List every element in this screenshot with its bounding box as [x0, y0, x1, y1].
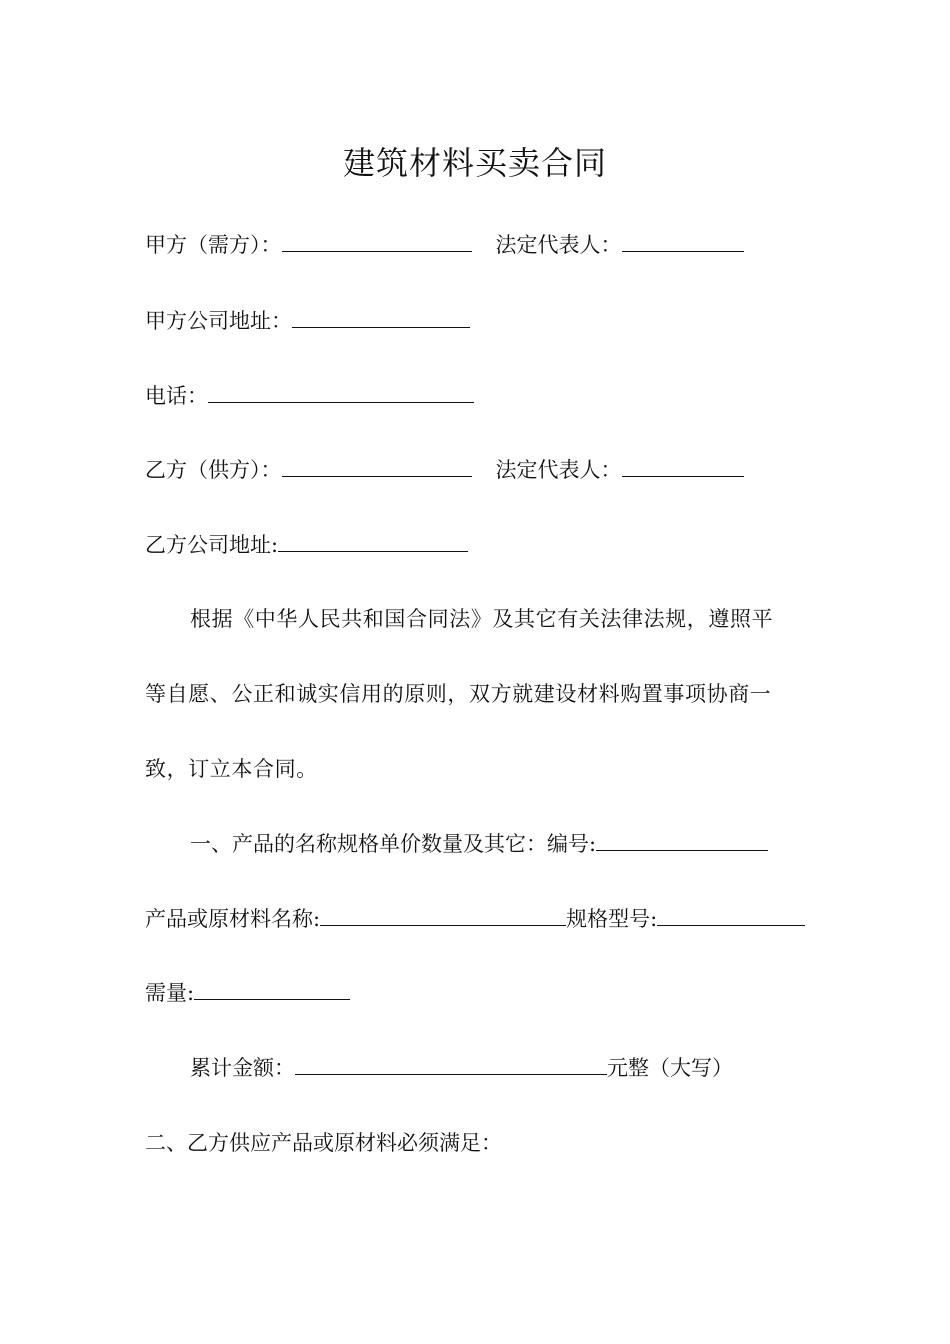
total-row: [190, 1053, 733, 1083]
party-a-address-label: 甲方公司地址：: [145, 309, 292, 333]
party-a-rep-field[interactable]: [622, 230, 744, 252]
party-a-label: 甲方（需方）：: [145, 233, 282, 257]
phone-label: 电话：: [145, 384, 208, 408]
document-title: 建筑材料买卖合同: [342, 144, 607, 182]
product-name-label: 产品或原材料名称:: [145, 907, 321, 931]
party-a-rep-label: 法定代表人：: [495, 233, 622, 257]
total-amount-field[interactable]: [295, 1053, 607, 1075]
total-suffix: 元整（大写）: [607, 1056, 733, 1080]
preamble-line-2: 等自愿、公正和诚实信用的原则，双方就建设材料购置事项协商一: [145, 682, 772, 706]
party-b-label: 乙方（供方）：: [145, 458, 282, 482]
party-b-address-row: [145, 530, 468, 560]
total-label: 累计金额：: [190, 1056, 295, 1080]
quantity-field[interactable]: [194, 978, 350, 1000]
spec-label: 规格型号:: [566, 907, 658, 931]
product-name-field[interactable]: [320, 904, 566, 926]
spec-field[interactable]: [657, 904, 805, 926]
party-a-name-field[interactable]: [282, 230, 472, 252]
party-b-address-label: 乙方公司地址:: [145, 533, 279, 557]
party-b-rep-field[interactable]: [622, 455, 744, 477]
phone-field[interactable]: [208, 381, 474, 403]
phone-row: [145, 381, 474, 411]
serial-number-field[interactable]: [596, 829, 768, 851]
party-b-rep-label: 法定代表人：: [495, 458, 622, 482]
party-b-address-field[interactable]: [278, 530, 468, 552]
section2-heading: 二、乙方供应产品或原材料必须满足：: [145, 1131, 502, 1155]
section1-heading: 一、产品的名称规格单价数量及其它：编号:: [190, 832, 597, 856]
preamble-line-1: 根据《中华人民共和国合同法》及其它有关法律法规，遵照平: [190, 607, 774, 631]
party-b-row: [145, 455, 744, 485]
quantity-row: [145, 978, 350, 1008]
party-a-address-row: [145, 306, 470, 336]
party-a-row: [145, 230, 744, 260]
party-a-address-field[interactable]: [292, 306, 470, 328]
quantity-label: 需量:: [145, 981, 195, 1005]
product-row: [145, 904, 805, 934]
section1-heading-row: [190, 829, 768, 859]
preamble-line-3: 致，订立本合同。: [145, 757, 318, 781]
party-b-name-field[interactable]: [282, 455, 472, 477]
